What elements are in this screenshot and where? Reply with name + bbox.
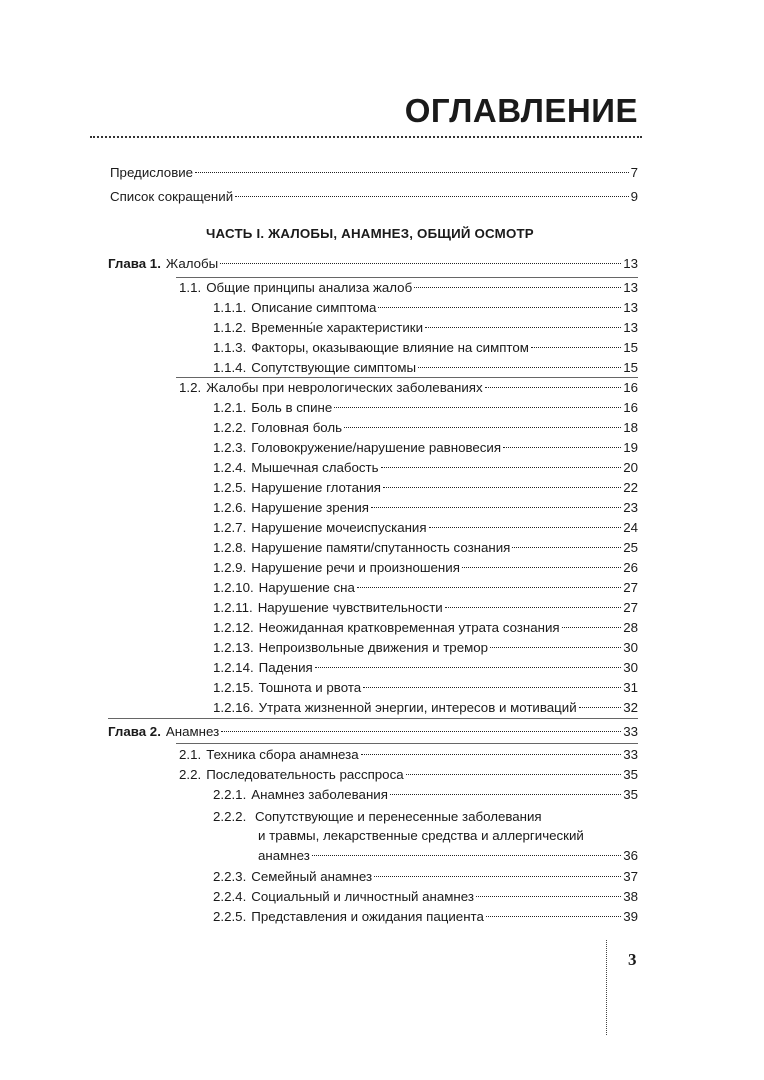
- leader-dots: [221, 731, 621, 732]
- toc-page-number: 38: [623, 889, 638, 904]
- toc-entry[interactable]: [179, 278, 638, 298]
- toc-page-number: 33: [623, 724, 638, 739]
- toc-page-number: 16: [623, 400, 638, 415]
- toc-page-number: 20: [623, 460, 638, 475]
- leader-dots: [425, 327, 621, 328]
- toc-entry[interactable]: [213, 458, 638, 478]
- chapter-title: Жалобы: [165, 256, 219, 271]
- toc-page-number: 24: [623, 520, 638, 535]
- toc-page-number: 23: [623, 500, 638, 515]
- entry-number: 1.2.11.: [213, 600, 253, 615]
- leader-dots: [406, 774, 622, 775]
- entry-title: Факторы, оказывающие влияние на симптом: [251, 340, 529, 355]
- entry-title: Боль в спине: [251, 400, 333, 415]
- entry-number: 1.2.14.: [213, 660, 254, 675]
- toc-page-number: 16: [623, 380, 638, 395]
- page-number: 3: [628, 950, 637, 969]
- entry-title-line-2: и травмы, лекарственные средства и аллергический: [258, 828, 584, 843]
- toc-page-number: 18: [623, 420, 638, 435]
- entry-number: 1.2.12.: [213, 620, 254, 635]
- leader-dots: [562, 627, 622, 628]
- toc-page-number: 15: [623, 340, 638, 355]
- entry-number: 2.2.2.: [213, 809, 247, 824]
- toc-entry-title: Список сокращений: [110, 189, 234, 204]
- entry-number: 2.2.1.: [213, 787, 247, 802]
- toc-page-number: 30: [623, 640, 638, 655]
- toc-page-number: 22: [623, 480, 638, 495]
- entry-title: Падения: [258, 660, 313, 675]
- entry-number: 1.1.: [179, 280, 202, 295]
- leader-dots: [531, 347, 621, 348]
- entry-title: Представления и ожидания пациента: [251, 909, 484, 924]
- entry-number: 2.1.: [179, 747, 202, 762]
- entry-title: Нарушение памяти/спутанность сознания: [251, 540, 511, 555]
- toc-page-number: 7: [630, 165, 638, 180]
- leader-dots: [371, 507, 621, 508]
- toc-page-number: 30: [623, 660, 638, 675]
- leader-dots: [357, 587, 621, 588]
- toc-page-number: 9: [630, 189, 638, 204]
- entry-number: 1.2.15.: [213, 680, 254, 695]
- entry-title: Техника сбора анамнеза: [206, 747, 359, 762]
- leader-dots: [378, 307, 621, 308]
- chapter-title: Анамнез: [165, 724, 220, 739]
- leader-dots: [490, 647, 621, 648]
- leader-dots: [418, 367, 621, 368]
- leader-dots: [414, 287, 621, 288]
- toc-page-number: 13: [623, 256, 638, 271]
- toc-page-number: 35: [623, 767, 638, 782]
- entry-number: 1.2.13.: [213, 640, 254, 655]
- entry-title: Неожиданная кратковременная утрата сознания: [258, 620, 560, 635]
- toc-entry[interactable]: [213, 785, 638, 805]
- toc-page-number: 27: [623, 580, 638, 595]
- toc-page-number: 27: [623, 600, 638, 615]
- toc-page-number: 36: [623, 848, 638, 863]
- margin-dotted-rule: [606, 940, 607, 1035]
- entry-title: Социальный и личностный анамнез: [251, 889, 474, 904]
- toc-page-number: 26: [623, 560, 638, 575]
- toc-entry[interactable]: [213, 578, 638, 598]
- entry-title: Анамнез заболевания: [251, 787, 388, 802]
- leader-dots: [344, 427, 621, 428]
- entry-number: 1.2.5.: [213, 480, 247, 495]
- leader-dots: [512, 547, 621, 548]
- toc-entry[interactable]: [213, 498, 638, 518]
- entry-title: Жалобы при неврологических заболеваниях: [206, 380, 483, 395]
- toc-entry[interactable]: [213, 558, 638, 578]
- entry-number: 1.2.3.: [213, 440, 247, 455]
- toc-entry[interactable]: [179, 765, 638, 785]
- toc-entry[interactable]: [213, 438, 638, 458]
- toc-entry[interactable]: [213, 867, 638, 887]
- entry-number: 1.2.9.: [213, 560, 247, 575]
- leader-dots: [195, 172, 629, 173]
- leader-dots: [312, 855, 621, 856]
- entry-title: Нарушение зрения: [251, 500, 369, 515]
- leader-dots: [503, 447, 621, 448]
- toc-page-number: 39: [623, 909, 638, 924]
- entry-number: 2.2.4.: [213, 889, 247, 904]
- toc-chapter-2[interactable]: [108, 722, 638, 742]
- toc-entry[interactable]: [213, 538, 638, 558]
- toc-page-number: 33: [623, 747, 638, 762]
- toc-entry[interactable]: [213, 358, 638, 378]
- toc-page-number: 31: [623, 680, 638, 695]
- leader-dots: [235, 196, 628, 197]
- leader-dots: [579, 707, 622, 708]
- entry-number: 1.1.4.: [213, 360, 247, 375]
- toc-page-number: 13: [623, 280, 638, 295]
- entry-number: 1.2.4.: [213, 460, 247, 475]
- toc-entry[interactable]: [213, 678, 638, 698]
- leader-dots: [374, 876, 621, 877]
- toc-entry-title: Предисловие: [110, 165, 194, 180]
- leader-dots: [220, 263, 621, 264]
- toc-entry[interactable]: [179, 745, 638, 765]
- toc-entry[interactable]: [213, 598, 638, 618]
- entry-title: Тошнота и рвота: [258, 680, 362, 695]
- entry-number: 1.1.2.: [213, 320, 247, 335]
- entry-title: Головная боль: [251, 420, 343, 435]
- toc-page-number: 13: [623, 300, 638, 315]
- entry-title: Нарушение речи и произношения: [251, 560, 460, 575]
- leader-dots: [462, 567, 621, 568]
- toc-page-number: 19: [623, 440, 638, 455]
- entry-title: Описание симптома: [251, 300, 377, 315]
- entry-number: 2.2.3.: [213, 869, 247, 884]
- leader-dots: [363, 687, 621, 688]
- toc-page-number: 28: [623, 620, 638, 635]
- toc-entry[interactable]: [213, 658, 638, 678]
- toc-page-number: 37: [623, 869, 638, 884]
- toc-entry[interactable]: [213, 907, 638, 927]
- toc-page-number: 32: [623, 700, 638, 715]
- entry-number: 1.2.1.: [213, 400, 247, 415]
- leader-dots: [486, 916, 621, 917]
- chapter-divider: [108, 718, 638, 719]
- entry-title-line-3: анамнез: [258, 848, 310, 863]
- entry-title: Нарушение чувствительности: [257, 600, 443, 615]
- entry-title: Общие принципы анализа жалоб: [206, 280, 413, 295]
- entry-title: Утрата жизненной энергии, интересов и мотиваций: [258, 700, 577, 715]
- entry-number: 1.2.6.: [213, 500, 247, 515]
- chapter-number: Глава 2.: [108, 724, 161, 739]
- leader-dots: [361, 754, 622, 755]
- leader-dots: [445, 607, 621, 608]
- entry-number: 1.2.8.: [213, 540, 247, 555]
- toc-entry[interactable]: [213, 398, 638, 418]
- entry-title: Семейный анамнез: [251, 869, 373, 884]
- toc-page-number: 25: [623, 540, 638, 555]
- toc-entry-abbreviations[interactable]: [110, 187, 638, 207]
- entry-number: 1.2.2.: [213, 420, 247, 435]
- page-title: ОГЛАВЛЕНИЕ: [404, 92, 638, 129]
- entry-title: Временны́е характеристики: [251, 320, 424, 335]
- leader-dots: [334, 407, 621, 408]
- toc-page-number: 35: [623, 787, 638, 802]
- toc-entry[interactable]: [213, 618, 638, 638]
- entry-title: Мышечная слабость: [251, 460, 379, 475]
- leader-dots: [429, 527, 622, 528]
- chapter-number: Глава 1.: [108, 256, 161, 271]
- entry-number: 2.2.5.: [213, 909, 247, 924]
- leader-dots: [381, 467, 622, 468]
- entry-title: Нарушение мочеиспускания: [251, 520, 427, 535]
- leader-dots: [485, 387, 622, 388]
- entry-title: Непроизвольные движения и тремор: [258, 640, 489, 655]
- toc-page-number: 15: [623, 360, 638, 375]
- entry-title-line-1: Сопутствующие и перенесенные заболевания: [254, 809, 542, 824]
- chapter-divider: [176, 743, 638, 744]
- toc-entry[interactable]: [213, 298, 638, 318]
- entry-number: 1.1.1.: [213, 300, 247, 315]
- toc-entry[interactable]: [213, 518, 638, 538]
- entry-title: Головокружение/нарушение равновесия: [251, 440, 502, 455]
- toc-entry-multiline-last[interactable]: [258, 846, 638, 866]
- toc-entry[interactable]: [213, 318, 638, 338]
- entry-number: 1.2.7.: [213, 520, 247, 535]
- leader-dots: [383, 487, 621, 488]
- part-heading: ЧАСТЬ I. ЖАЛОБЫ, АНАМНЕЗ, ОБЩИЙ ОСМОТР: [206, 226, 534, 241]
- entry-title: Последовательность расспроса: [206, 767, 404, 782]
- toc-entry[interactable]: [213, 887, 638, 907]
- leader-dots: [390, 794, 621, 795]
- entry-title: Нарушение сна: [258, 580, 355, 595]
- entry-number: 1.2.: [179, 380, 202, 395]
- leader-dots: [315, 667, 621, 668]
- toc-entry[interactable]: [213, 638, 638, 658]
- entry-title: Сопутствующие симптомы: [251, 360, 417, 375]
- entry-title: Нарушение глотания: [251, 480, 381, 495]
- entry-number: 1.2.10.: [213, 580, 254, 595]
- toc-entry[interactable]: [213, 338, 638, 358]
- entry-number: 1.1.3.: [213, 340, 247, 355]
- leader-dots: [476, 896, 621, 897]
- toc-entry[interactable]: [179, 378, 638, 398]
- toc-entry[interactable]: [213, 418, 638, 438]
- entry-number: 2.2.: [179, 767, 202, 782]
- entry-number: 1.2.16.: [213, 700, 254, 715]
- toc-entry-multiline-first[interactable]: [213, 807, 542, 827]
- toc-entry-preface[interactable]: [110, 163, 638, 183]
- toc-chapter-1[interactable]: [108, 254, 638, 274]
- toc-entry[interactable]: [213, 478, 638, 498]
- toc-entry[interactable]: [213, 698, 638, 718]
- toc-page-number: 13: [623, 320, 638, 335]
